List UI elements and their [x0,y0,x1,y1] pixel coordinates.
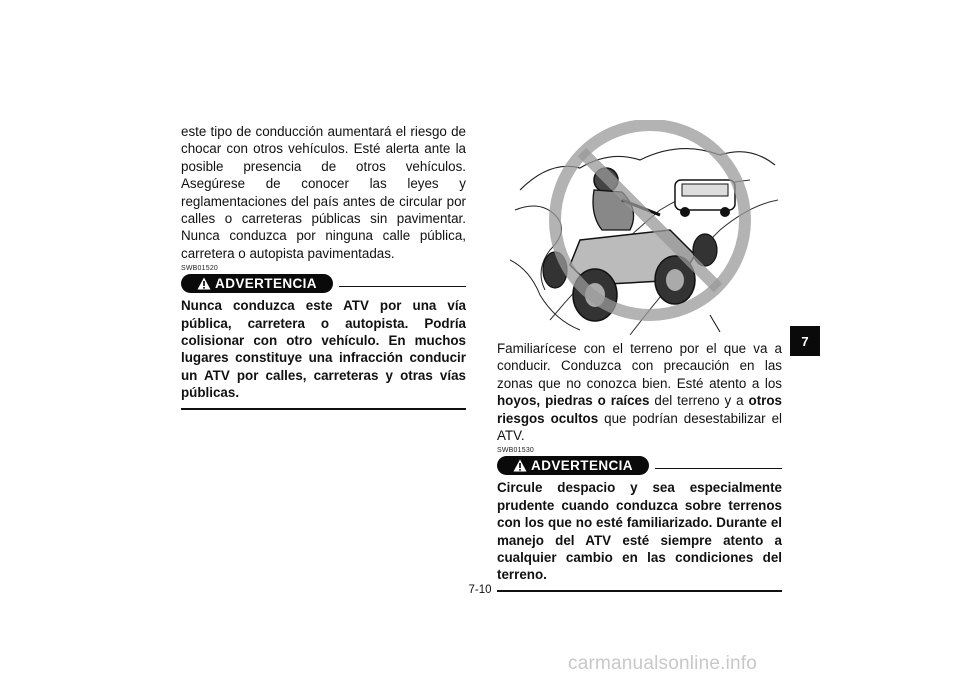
warning-header [181,274,466,293]
page-number: 7-10 [468,584,492,596]
warning-text: Nunca conduzca este ATV por una vía pública, carretera o autopista. Podría colisionar con otro vehículo. En muchos lugares constituye una infracción conducir un ATV por calles, carreteras y otras vías públicas. [181,297,466,409]
terrain-text-2: del terreno y a [649,393,749,409]
left-column [181,123,466,410]
terrain-paragraph [497,340,782,444]
warning-badge [181,274,333,293]
warning-code: SWB01530 [497,447,535,455]
terrain-text-1: Familiarícese con el terreno por el que va a conducir. Conduzca con precaución en las zonas que no conozca bien. Esté atento a los [497,341,782,391]
watermark: carmanualsonline.info [568,653,758,674]
right-column [497,340,782,592]
terrain-bold-2: otros riesgos ocultos [497,393,782,426]
terrain-text-3: que podrían desestabilizar el ATV. [497,410,782,444]
chapter-tab: 7 [790,326,820,356]
atv-prohibited-road-illustration [510,120,780,335]
warning-header [497,456,782,475]
warning-rule [655,468,782,469]
warning-label: ADVERTENCIA [215,276,317,292]
warning-badge [497,456,649,475]
terrain-bold-1: hoyos, piedras o raíces [497,393,650,409]
warning-triangle-icon [513,459,527,472]
intro-paragraph: este tipo de conducción aumentará el riesgo de chocar con otros vehículos. Esté alerta ante la posible presencia de otros vehículos. Asegúrese de conocer las leyes y reglamentaciones del país antes de circular por calles o carreteras públicas sin pavimentar. Nunca conduzca por ninguna calle pública, carretera o autopista pavimentadas. [181,124,466,261]
warning-text: Circule despacio y sea especialmente prudente cuando conduzca sobre terrenos con los que no esté familiarizado. Durante el manejo del ATV esté siempre atento a cualquier cambio en las condiciones del terreno. [497,479,782,591]
warning-rule [339,286,466,287]
warning-code: SWB01520 [181,265,219,273]
warning-triangle-icon [197,277,211,290]
warning-label: ADVERTENCIA [531,458,633,474]
